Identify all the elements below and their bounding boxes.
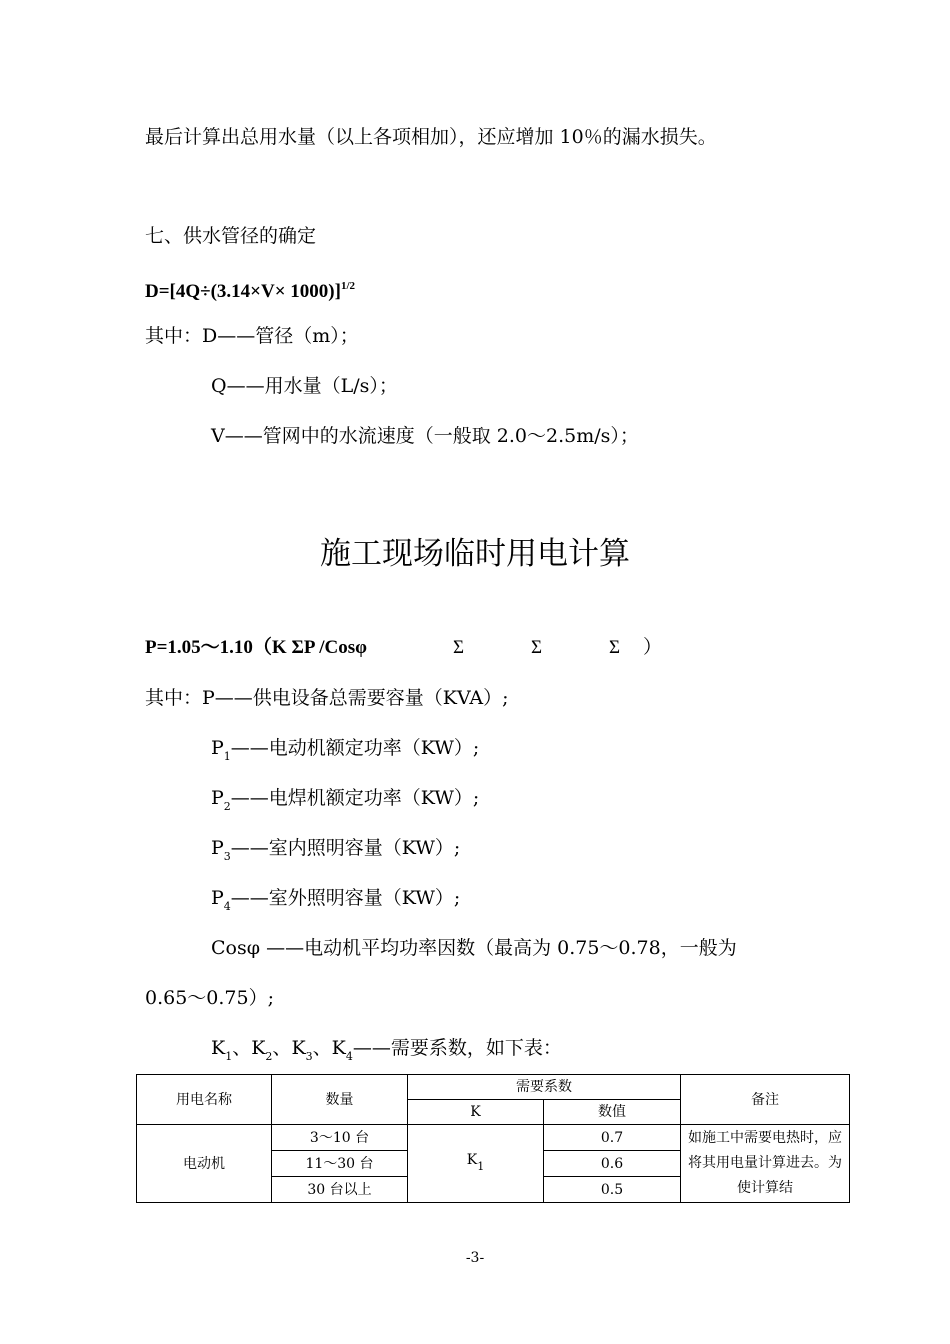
definition-q: Q——用水量（L/s）； [211,375,398,397]
header-name: 用电名称 [137,1075,272,1125]
definition-p4-text: ——室外照明容量（KW）; [230,887,461,909]
subscript-4: 4 [345,1050,353,1063]
where-prefix: 其中： [145,325,203,347]
power-formula [145,636,663,660]
separator: 、 [232,1037,252,1059]
subscript-3: 3 [305,1050,313,1063]
symbol-k: K [466,1152,478,1168]
formula-exponent: 1/2 [340,280,355,292]
subscript-1: 1 [477,1160,485,1173]
header-qty: 数量 [272,1075,408,1125]
symbol-p: P [211,787,224,809]
header-value: 数值 [544,1100,681,1125]
definition-p2 [211,786,479,819]
demand-coefficient-table [136,1074,850,1203]
page-title: 施工现场临时用电计算 [320,536,630,572]
definition-p-text: P——供电设备总需要容量（KVA）; [202,687,509,709]
group-note: 如施工中需要电热时，应将其用电量计算进去。为使计算结 [681,1125,850,1203]
pipe-diameter-formula [145,274,355,304]
formula-body: D=[4Q÷(3.14×V× 1000)] [145,281,341,302]
subscript-4: 4 [223,900,231,913]
subscript-2: 2 [223,800,231,813]
where-prefix: 其中： [145,687,203,709]
definition-p2-text: ——电焊机额定功率（KW）; [230,787,480,809]
definition-p4 [211,886,460,919]
header-note: 备注 [681,1075,850,1125]
row-qty: 30 台以上 [272,1177,408,1203]
symbol-p: P [211,737,224,759]
definition-k-text: ——需要系数，如下表： [352,1037,562,1059]
section-7-heading: 七、供水管径的确定 [145,225,317,247]
definition-d [145,324,359,348]
group-name: 电动机 [137,1125,272,1203]
formula-sigma-1: Σ [453,637,465,658]
subscript-2: 2 [265,1050,273,1063]
symbol-k: K [331,1037,346,1059]
header-coef: 需要系数 [408,1075,681,1100]
separator: 、 [272,1037,292,1059]
symbol-k: K [211,1037,226,1059]
separator: 、 [312,1037,332,1059]
definition-cos-line-1: Cosφ ——电动机平均功率因数（最高为 0.75～0.78，一般为 [211,937,737,959]
header-k: K [408,1100,544,1125]
formula-sigma-2: Σ [531,637,543,658]
power-formula-body: P=1.05～1.10（K ΣP /Cosφ [145,637,367,658]
definition-d-text: D——管径（m）； [202,325,359,347]
symbol-p: P [211,887,224,909]
row-value: 0.7 [544,1125,681,1151]
row-value: 0.6 [544,1151,681,1177]
row-qty: 3～10 台 [272,1125,408,1151]
subscript-1: 1 [223,750,231,763]
row-qty: 11～30 台 [272,1151,408,1177]
row-value: 0.5 [544,1177,681,1203]
definition-v: V——管网中的水流速度（一般取 2.0～2.5m/s）； [211,425,639,447]
definition-p [145,686,509,710]
group-k [408,1125,544,1203]
formula-close: ） [643,637,663,658]
definition-p1-text: ——电动机额定功率（KW）; [230,737,480,759]
definition-p1 [211,736,479,769]
definition-k [211,1036,562,1069]
definition-cos-line-2: 0.65～0.75）; [145,987,275,1009]
definition-p3-text: ——室内照明容量（KW）; [230,837,461,859]
subscript-1: 1 [225,1050,233,1063]
symbol-k: K [251,1037,266,1059]
subscript-3: 3 [223,850,231,863]
definition-p3 [211,836,460,869]
symbol-p: P [211,837,224,859]
page-number: -3- [465,1250,485,1266]
symbol-k: K [291,1037,306,1059]
formula-sigma-3: Σ [609,637,621,658]
paragraph-total-water: 最后计算出总用水量（以上各项相加），还应增加 10％的漏水损失。 [145,126,717,148]
table-row [137,1125,850,1151]
